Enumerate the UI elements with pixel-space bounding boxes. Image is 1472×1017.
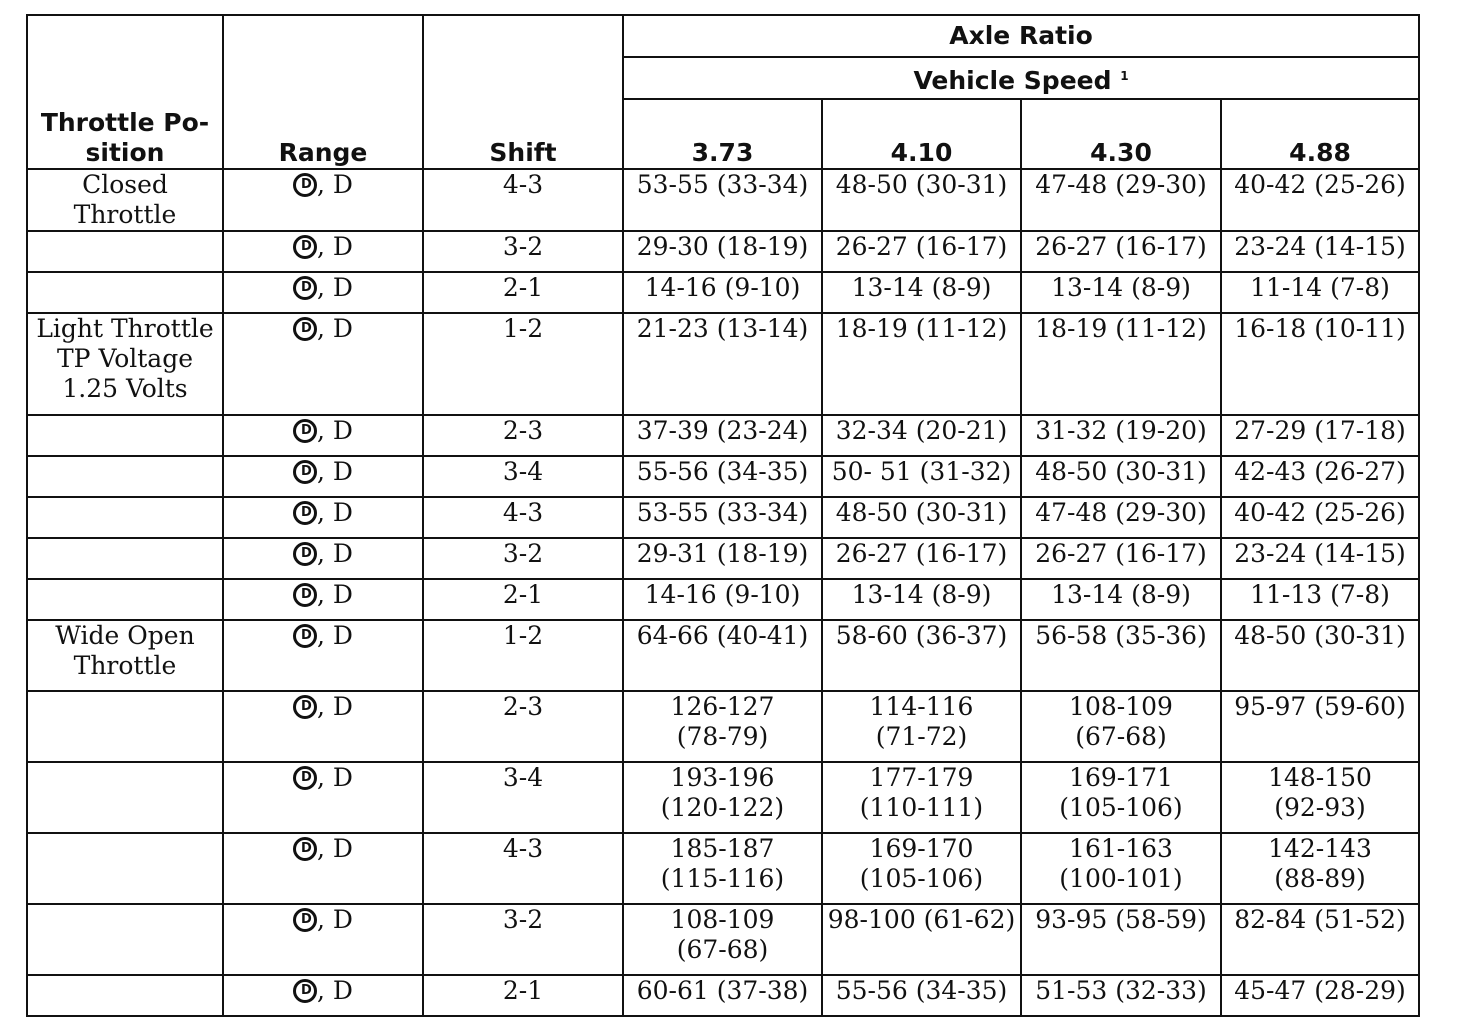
speed-cell-4-30: 56-58 (35-36) [1021,620,1221,691]
speed-cell-3-73: 29-30 (18-19) [623,231,822,272]
table-row [27,272,1419,313]
overdrive-letter: D [301,280,312,295]
range-cell [223,272,423,313]
speed-cell-3-73: 14-16 (9-10) [623,272,822,313]
shift-cell: 3-4 [423,456,623,497]
overdrive-letter: D [301,587,312,602]
table-row [27,833,1419,904]
table-row [27,975,1419,1016]
speed-cell-4-30: 161-163 (100-101) [1021,833,1221,904]
speed-cell-4-10: 50- 51 (31-32) [822,456,1021,497]
table-row [27,579,1419,620]
range-text: , D [317,232,353,261]
throttle-position-cell [27,833,223,904]
header-axle-ratio: Axle Ratio [623,15,1419,57]
speed-cell-4-88: 11-14 (7-8) [1221,272,1419,313]
table-row [27,691,1419,762]
shift-cell: 2-1 [423,579,623,620]
shift-cell: 2-1 [423,975,623,1016]
range-cell [223,538,423,579]
speed-cell-4-10: 32-34 (20-21) [822,415,1021,456]
range-text: , D [317,416,353,445]
speed-cell-4-30: 31-32 (19-20) [1021,415,1221,456]
range-text: , D [317,580,353,609]
speed-cell-4-30: 169-171 (105-106) [1021,762,1221,833]
overdrive-circle-icon [293,317,317,341]
shift-cell: 3-2 [423,538,623,579]
range-text: , D [317,976,353,1005]
shift-cell: 1-2 [423,620,623,691]
header-ratio-1: 3.73 [623,99,822,169]
range-text: , D [317,273,353,302]
overdrive-letter: D [301,699,312,714]
speed-cell-4-10: 55-56 (34-35) [822,975,1021,1016]
overdrive-letter: D [301,770,312,785]
throttle-position-cell: Light Throttle TP Voltage 1.25 Volts [27,313,223,415]
speed-cell-3-73: 29-31 (18-19) [623,538,822,579]
overdrive-letter: D [301,177,312,192]
throttle-position-cell [27,538,223,579]
speed-cell-3-73: 37-39 (23-24) [623,415,822,456]
range-cell [223,169,423,231]
range-cell [223,620,423,691]
speed-cell-4-30: 18-19 (11-12) [1021,313,1221,415]
speed-cell-4-88: 40-42 (25-26) [1221,169,1419,231]
overdrive-letter: D [301,546,312,561]
overdrive-letter: D [301,321,312,336]
table-row [27,538,1419,579]
range-text: , D [317,621,353,650]
speed-cell-3-73: 53-55 (33-34) [623,169,822,231]
overdrive-circle-icon [293,235,317,259]
speed-cell-3-73: 60-61 (37-38) [623,975,822,1016]
overdrive-letter: D [301,464,312,479]
throttle-position-cell [27,691,223,762]
speed-cell-4-88: 27-29 (17-18) [1221,415,1419,456]
speed-cell-4-30: 93-95 (58-59) [1021,904,1221,975]
vehicle-speed-footnote: 1 [1120,68,1129,83]
range-cell [223,415,423,456]
speed-cell-4-30: 108-109 (67-68) [1021,691,1221,762]
throttle-position-cell [27,497,223,538]
range-text: , D [317,763,353,792]
throttle-position-cell [27,762,223,833]
speed-cell-4-10: 26-27 (16-17) [822,538,1021,579]
table-row [27,762,1419,833]
table-row [27,904,1419,975]
shift-cell: 3-2 [423,231,623,272]
range-cell [223,975,423,1016]
header-ratio-2: 4.10 [822,99,1021,169]
shift-speed-table [26,14,1420,1017]
shift-cell: 2-3 [423,415,623,456]
speed-cell-3-73: 21-23 (13-14) [623,313,822,415]
overdrive-circle-icon [293,460,317,484]
speed-cell-4-10: 98-100 (61-62) [822,904,1021,975]
shift-cell: 4-3 [423,833,623,904]
range-text: , D [317,498,353,527]
overdrive-circle-icon [293,419,317,443]
speed-cell-4-30: 13-14 (8-9) [1021,272,1221,313]
speed-cell-4-88: 95-97 (59-60) [1221,691,1419,762]
overdrive-circle-icon [293,583,317,607]
shift-cell: 3-2 [423,904,623,975]
vehicle-speed-label: Vehicle Speed [913,65,1112,95]
overdrive-letter: D [301,912,312,927]
throttle-position-cell [27,975,223,1016]
speed-cell-3-73: 14-16 (9-10) [623,579,822,620]
shift-cell: 2-3 [423,691,623,762]
speed-cell-4-10: 48-50 (30-31) [822,497,1021,538]
table-row [27,620,1419,691]
speed-cell-3-73: 126-127 (78-79) [623,691,822,762]
shift-cell: 2-1 [423,272,623,313]
range-cell [223,833,423,904]
speed-cell-4-88: 16-18 (10-11) [1221,313,1419,415]
speed-cell-3-73: 185-187 (115-116) [623,833,822,904]
range-cell [223,456,423,497]
speed-cell-4-88: 23-24 (14-15) [1221,538,1419,579]
range-cell [223,904,423,975]
shift-cell: 3-4 [423,762,623,833]
overdrive-circle-icon [293,837,317,861]
shift-cell: 4-3 [423,497,623,538]
table-row [27,497,1419,538]
speed-cell-3-73: 55-56 (34-35) [623,456,822,497]
range-text: , D [317,905,353,934]
overdrive-circle-icon [293,542,317,566]
speed-cell-3-73: 108-109 (67-68) [623,904,822,975]
throttle-position-cell: Closed Throttle [27,169,223,231]
overdrive-letter: D [301,983,312,998]
speed-cell-3-73: 193-196 (120-122) [623,762,822,833]
table-row [27,231,1419,272]
range-text: , D [317,692,353,721]
speed-cell-4-10: 26-27 (16-17) [822,231,1021,272]
speed-cell-4-88: 45-47 (28-29) [1221,975,1419,1016]
overdrive-circle-icon [293,908,317,932]
speed-cell-4-30: 26-27 (16-17) [1021,231,1221,272]
range-cell [223,313,423,415]
header-vehicle-speed [623,57,1419,99]
shift-cell: 4-3 [423,169,623,231]
overdrive-circle-icon [293,979,317,1003]
header-ratio-3: 4.30 [1021,99,1221,169]
overdrive-circle-icon [293,624,317,648]
speed-cell-4-88: 82-84 (51-52) [1221,904,1419,975]
speed-cell-4-88: 148-150 (92-93) [1221,762,1419,833]
range-text: , D [317,539,353,568]
overdrive-circle-icon [293,766,317,790]
range-cell [223,762,423,833]
overdrive-letter: D [301,841,312,856]
speed-cell-4-30: 13-14 (8-9) [1021,579,1221,620]
table-row [27,456,1419,497]
range-text: , D [317,314,353,343]
table-row [27,169,1419,231]
speed-cell-4-10: 58-60 (36-37) [822,620,1021,691]
table-row [27,415,1419,456]
range-cell [223,579,423,620]
speed-cell-4-10: 13-14 (8-9) [822,272,1021,313]
throttle-position-cell [27,272,223,313]
header-range: Range [223,15,423,169]
speed-cell-4-88: 23-24 (14-15) [1221,231,1419,272]
range-text: , D [317,834,353,863]
speed-cell-3-73: 64-66 (40-41) [623,620,822,691]
overdrive-letter: D [301,239,312,254]
shift-cell: 1-2 [423,313,623,415]
header-shift: Shift [423,15,623,169]
range-cell [223,231,423,272]
throttle-position-cell [27,456,223,497]
overdrive-circle-icon [293,276,317,300]
range-cell [223,691,423,762]
speed-cell-4-30: 47-48 (29-30) [1021,169,1221,231]
overdrive-circle-icon [293,173,317,197]
throttle-position-cell [27,579,223,620]
speed-cell-4-88: 11-13 (7-8) [1221,579,1419,620]
speed-cell-4-10: 169-170 (105-106) [822,833,1021,904]
speed-cell-4-88: 42-43 (26-27) [1221,456,1419,497]
header-throttle-position: Throttle Po- sition [27,15,223,169]
speed-cell-4-10: 48-50 (30-31) [822,169,1021,231]
speed-cell-4-88: 40-42 (25-26) [1221,497,1419,538]
table-row [27,313,1419,415]
speed-cell-4-10: 13-14 (8-9) [822,579,1021,620]
speed-cell-4-10: 18-19 (11-12) [822,313,1021,415]
throttle-position-cell [27,415,223,456]
throttle-position-cell [27,904,223,975]
range-text: , D [317,457,353,486]
speed-cell-4-30: 51-53 (32-33) [1021,975,1221,1016]
speed-cell-4-88: 48-50 (30-31) [1221,620,1419,691]
speed-cell-4-10: 114-116 (71-72) [822,691,1021,762]
speed-cell-4-30: 48-50 (30-31) [1021,456,1221,497]
overdrive-letter: D [301,423,312,438]
overdrive-letter: D [301,505,312,520]
speed-cell-4-10: 177-179 (110-111) [822,762,1021,833]
throttle-position-cell [27,231,223,272]
header-ratio-4: 4.88 [1221,99,1419,169]
overdrive-circle-icon [293,695,317,719]
overdrive-letter: D [301,628,312,643]
speed-cell-4-88: 142-143 (88-89) [1221,833,1419,904]
range-cell [223,497,423,538]
speed-cell-4-30: 26-27 (16-17) [1021,538,1221,579]
overdrive-circle-icon [293,501,317,525]
range-text: , D [317,170,353,199]
speed-cell-3-73: 53-55 (33-34) [623,497,822,538]
speed-cell-4-30: 47-48 (29-30) [1021,497,1221,538]
throttle-position-cell: Wide Open Throttle [27,620,223,691]
